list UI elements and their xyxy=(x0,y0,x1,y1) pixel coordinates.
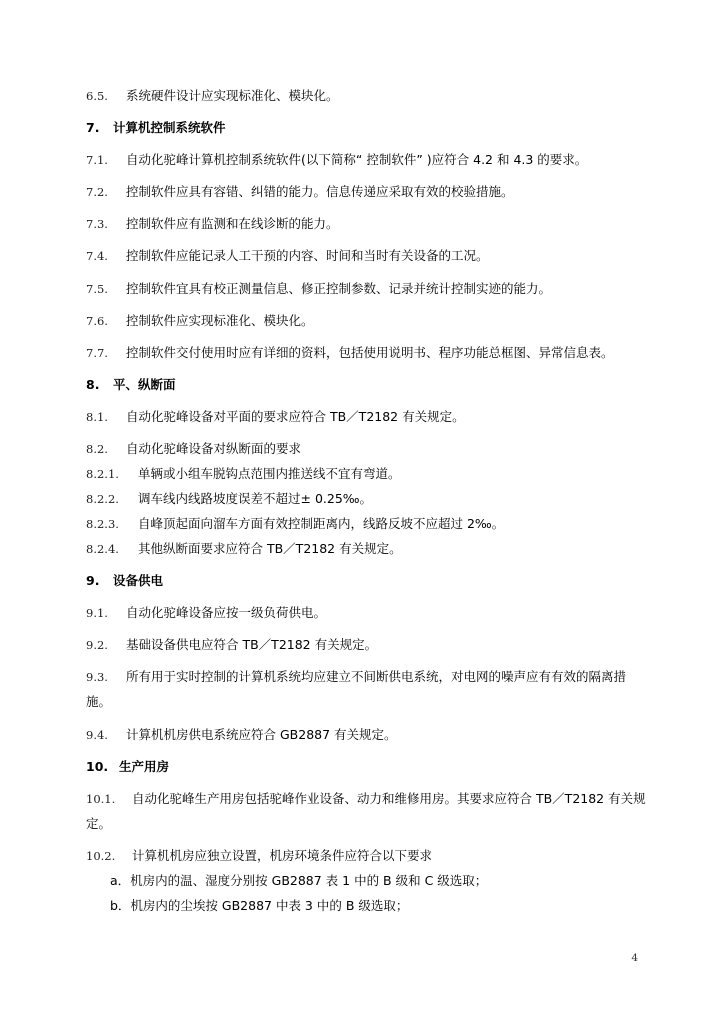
clause-text: 计算机机房供电系统应符合 GB2887 有关规定。 xyxy=(126,727,397,742)
clause-9-3 xyxy=(86,669,626,685)
clause-7-5 xyxy=(86,281,551,297)
clause-text: 自动化驼峰设备应按一级负荷供电。 xyxy=(126,605,327,620)
clause-10-1 xyxy=(86,791,646,807)
clause-text: 自动化驼峰设备对纵断面的要求 xyxy=(126,441,302,456)
clause-text: 控制软件应实现标准化、模块化。 xyxy=(126,313,314,328)
clause-7-4 xyxy=(86,248,489,264)
clause-number: 9.1. xyxy=(86,606,108,620)
clause-text: 基础设备供电应符合 TB／T2182 有关规定。 xyxy=(126,637,378,652)
list-item-text: b．机房内的尘埃按 GB2887 中表 3 中的 B 级选取； xyxy=(110,898,409,913)
clause-number: 6.5. xyxy=(86,89,108,103)
section-number: 7. xyxy=(86,120,100,135)
clause-6-5 xyxy=(86,88,339,104)
clause-7-7 xyxy=(86,345,614,361)
section-heading-7 xyxy=(86,120,226,136)
clause-9-1 xyxy=(86,605,326,621)
clause-number: 7.7. xyxy=(86,346,108,360)
clause-7-2 xyxy=(86,184,514,200)
section-number: 8. xyxy=(86,377,100,392)
clause-text: 控制软件应具有容错、纠错的能力。信息传递应采取有效的校验措施。 xyxy=(126,184,514,199)
clause-number: 8.2. xyxy=(86,442,108,456)
clause-number: 7.4. xyxy=(86,249,108,263)
clause-number: 9.3. xyxy=(86,670,108,684)
clause-text: 控制软件应能记录人工干预的内容、时间和当时有关设备的工况。 xyxy=(126,248,489,263)
clause-number: 9.2. xyxy=(86,638,108,652)
list-item-text: a．机房内的温、湿度分别按 GB2887 表 1 中的 B 级和 C 级选取； xyxy=(110,873,488,888)
clause-number: 7.6. xyxy=(86,314,108,328)
clause-text: 自动化驼峰计算机控制系统软件(以下简称“ 控制软件” )应符合 4.2 和 4.3 的要求。 xyxy=(126,152,588,167)
clause-text: 控制软件交付使用时应有详细的资料，包括使用说明书、程序功能总框图、异常信息表。 xyxy=(126,345,614,360)
clause-9-2 xyxy=(86,637,377,653)
clause-9-3-continuation xyxy=(86,694,111,710)
clause-9-4 xyxy=(86,727,397,743)
clause-number: 7.2. xyxy=(86,185,108,199)
clause-text: 单辆或小组车脱钩点范围内推送线不宜有弯道。 xyxy=(138,466,401,481)
clause-number: 8.2.2. xyxy=(86,492,119,506)
clause-text: 定。 xyxy=(86,816,112,831)
clause-text: 控制软件宜具有校正测量信息、修正控制参数、记录并统计控制实迹的能力。 xyxy=(126,281,552,296)
list-item-a xyxy=(110,873,487,889)
section-title: 平、纵断面 xyxy=(113,377,176,392)
clause-8-2-1 xyxy=(86,466,401,482)
clause-text: 控制软件应有监测和在线诊断的能力。 xyxy=(126,216,339,231)
clause-text: 计算机机房应独立设置，机房环境条件应符合以下要求 xyxy=(132,848,433,863)
clause-8-2-3 xyxy=(86,516,504,532)
clause-number: 8.1. xyxy=(86,410,108,424)
clause-number: 9.4. xyxy=(86,728,108,742)
clause-8-2-2 xyxy=(86,491,372,507)
clause-text: 自动化驼峰生产用房包括驼峰作业设备、动力和维修用房。其要求应符合 TB／T2182 有关规 xyxy=(132,791,646,806)
clause-7-6 xyxy=(86,313,314,329)
clause-text: 调车线内线路坡度误差不超过± 0.25‰。 xyxy=(138,491,373,506)
clause-8-2 xyxy=(86,441,301,457)
clause-10-2 xyxy=(86,848,432,864)
clause-text: 系统硬件设计应实现标准化、模块化。 xyxy=(126,88,339,103)
clause-number: 7.3. xyxy=(86,217,108,231)
clause-number: 8.2.1. xyxy=(86,467,119,481)
section-title: 生产用房 xyxy=(119,759,170,774)
section-heading-10 xyxy=(86,759,169,775)
clause-number: 10.2. xyxy=(86,849,116,863)
clause-number: 10.1. xyxy=(86,792,116,806)
clause-8-2-4 xyxy=(86,541,402,557)
section-heading-8 xyxy=(86,377,176,393)
section-title: 设备供电 xyxy=(113,573,164,588)
clause-text: 自峰顶起面向溜车方面有效控制距离内，线路反坡不应超过 2‰。 xyxy=(138,516,505,531)
clause-text: 自动化驼峰设备对平面的要求应符合 TB／T2182 有关规定。 xyxy=(126,409,465,424)
clause-number: 7.1. xyxy=(86,153,108,167)
page-number: 4 xyxy=(631,952,638,964)
clause-text: 其他纵断面要求应符合 TB／T2182 有关规定。 xyxy=(138,541,402,556)
clause-number: 8.2.4. xyxy=(86,542,119,556)
list-item-b xyxy=(110,898,408,914)
section-number: 10. xyxy=(86,759,109,774)
clause-8-1 xyxy=(86,409,465,425)
clause-7-1 xyxy=(86,152,587,168)
clause-10-1-continuation xyxy=(86,816,111,832)
clause-7-3 xyxy=(86,216,339,232)
section-number: 9. xyxy=(86,573,100,588)
clause-number: 8.2.3. xyxy=(86,517,119,531)
clause-text: 施。 xyxy=(86,694,112,709)
section-title: 计算机控制系统软件 xyxy=(113,120,226,135)
clause-number: 7.5. xyxy=(86,282,108,296)
clause-text: 所有用于实时控制的计算机系统均应建立不间断供电系统，对电网的噪声应有有效的隔离措 xyxy=(126,669,627,684)
section-heading-9 xyxy=(86,573,163,589)
